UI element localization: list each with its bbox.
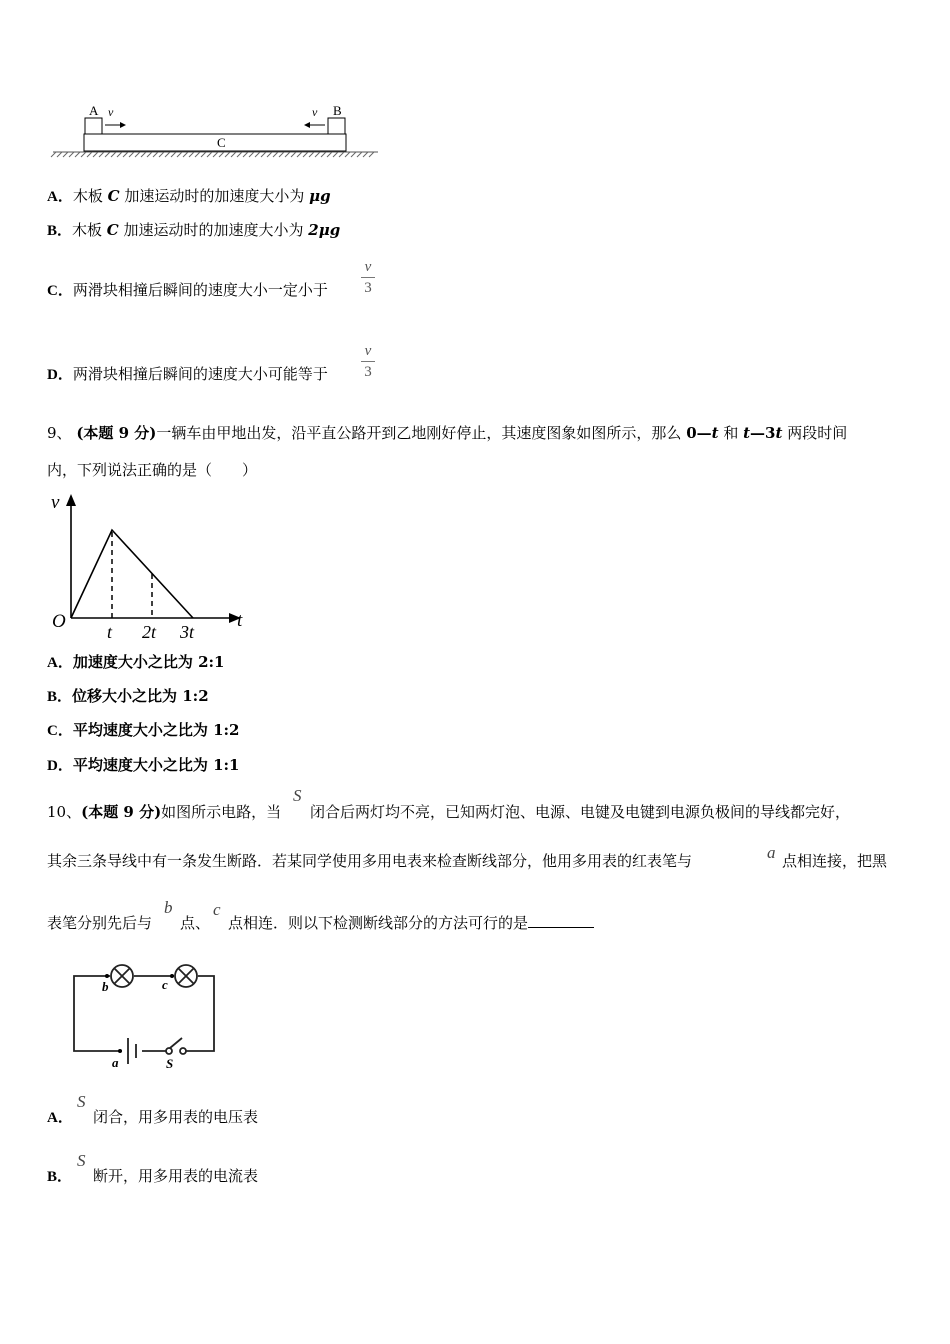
ground-hatch-line: [129, 152, 134, 157]
ground-hatch-line: [201, 152, 206, 157]
x-label: t: [237, 610, 243, 631]
ground-hatch-line: [153, 152, 158, 157]
q10-option-a-letter: [47, 1107, 73, 1128]
q9-option-a: [47, 652, 224, 673]
ground-hatch-line: [225, 152, 230, 157]
point-a: a: [112, 1055, 119, 1070]
question-text: 两段时间: [782, 424, 848, 442]
ground-hatch-line: [171, 152, 176, 157]
ground-hatch-line: [105, 152, 110, 157]
ground-hatch-line: [285, 152, 290, 157]
option-letter: B．: [47, 1169, 73, 1185]
q9-stem-line1: [47, 423, 847, 443]
ground-hatch-line: [135, 152, 140, 157]
ground-hatch-line: [219, 152, 224, 157]
option-text: 位移大小之比为 1:2: [72, 687, 209, 705]
q10-option-b-text: 断开，用多用表的电流表: [93, 1167, 259, 1185]
switch-contact-2: [180, 1048, 186, 1054]
q8-option-c: [47, 280, 328, 301]
q10-option-a-text: 闭合，用多用表的电压表: [93, 1108, 259, 1126]
and-text: 和: [718, 424, 744, 442]
label-a: A: [89, 103, 99, 118]
symbol-a: a: [767, 843, 776, 862]
ground-hatch-line: [189, 152, 194, 157]
plank-figure: [50, 100, 382, 160]
q10-stem-line3-start: 表笔分别先后与: [47, 914, 153, 932]
ground-hatch-line: [309, 152, 314, 157]
label-v-right: v: [312, 105, 318, 119]
option-text: 加速运动时的加速度大小为: [119, 187, 310, 205]
label-v-left: v: [108, 105, 114, 119]
tick-3t: 3t: [180, 622, 195, 642]
segment-1-start: 0—: [686, 424, 712, 442]
fraction-numerator: v: [364, 259, 372, 275]
origin-label: O: [52, 611, 66, 632]
question-text: 一辆车由甲地出发，沿平直公路开到乙地刚好停止，其速度图象如图所示，那么: [156, 424, 687, 442]
option-text: 加速度大小之比为 2:1: [72, 653, 225, 671]
ground-hatch-line: [111, 152, 116, 157]
fraction-denominator: 3: [364, 280, 372, 296]
q9-option-c: [47, 720, 239, 741]
ground-hatch-line: [363, 152, 368, 157]
ground-hatch-line: [297, 152, 302, 157]
y-label: v: [51, 492, 60, 513]
option-var: C: [107, 187, 120, 205]
fraction-v-over-3: [361, 258, 375, 297]
ground-hatch-line: [291, 152, 296, 157]
switch-s: S: [166, 1056, 174, 1071]
ground-hatch-line: [345, 152, 350, 157]
segment-2-mid: —3: [750, 424, 776, 442]
question-score: (本题 9 分): [76, 424, 157, 442]
block-b: [328, 118, 345, 134]
ground-hatch-line: [177, 152, 182, 157]
q8-option-d: [47, 364, 328, 385]
option-text: 两滑块相撞后瞬间的速度大小一定小于: [72, 281, 328, 299]
option-letter: C．: [47, 283, 73, 299]
symbol-s: S: [77, 1151, 86, 1170]
ground-hatch-line: [87, 152, 92, 157]
q10-option-b-letter: [47, 1166, 72, 1187]
q10-stem-line1-start: [47, 802, 281, 822]
tick-2t: 2t: [142, 622, 157, 642]
ground-hatch-line: [369, 152, 374, 157]
q10-stem-line1-end: 闭合后两灯均不亮，已知两灯泡、电源、电键及电键到电源负极间的导线都完好，: [310, 803, 851, 821]
q9-stem-line2: 内，下列说法正确的是（ ）: [47, 461, 258, 479]
ground-hatch-line: [231, 152, 236, 157]
ground-hatch-line: [165, 152, 170, 157]
symbol-c: c: [213, 900, 221, 919]
ground-hatch-line: [117, 152, 122, 157]
ground-hatch-line: [99, 152, 104, 157]
ground-hatch-line: [69, 152, 74, 157]
ground-hatch-line: [213, 152, 218, 157]
plank-c: [84, 134, 346, 151]
option-text: 平均速度大小之比为 1:1: [72, 756, 240, 774]
velocity-time-graph: [45, 490, 255, 642]
option-letter: C．: [47, 723, 73, 739]
symbol-b: b: [164, 898, 173, 917]
ground-hatch-line: [273, 152, 278, 157]
option-letter: A．: [47, 189, 73, 205]
q8-option-a: [47, 186, 331, 207]
ground-hatch-line: [57, 152, 62, 157]
segment-1-end: t: [711, 424, 719, 442]
arrow-right-head: [120, 122, 126, 128]
option-letter: D．: [47, 758, 73, 774]
ground-hatch-line: [261, 152, 266, 157]
ground-hatch-line: [81, 152, 86, 157]
option-value: 2μg: [308, 221, 341, 239]
point-c: c: [162, 977, 168, 992]
option-letter: A．: [47, 655, 73, 671]
ground-hatch-line: [93, 152, 98, 157]
ground-hatch-line: [243, 152, 248, 157]
option-text: 平均速度大小之比为 1:2: [72, 721, 240, 739]
option-value: μg: [309, 187, 331, 205]
ground-hatch-line: [339, 152, 344, 157]
question-text: 点相连．则以下检测断线部分的方法可行的是: [228, 914, 529, 932]
ground-hatch-line: [159, 152, 164, 157]
arrow-left-head: [304, 122, 310, 128]
option-text: 木板: [72, 221, 107, 239]
label-b: B: [333, 103, 342, 118]
ground-hatch-line: [303, 152, 308, 157]
ground-hatch-line: [315, 152, 320, 157]
circuit-diagram: [70, 958, 240, 1076]
wire-right: [186, 976, 214, 1051]
ground-hatch-line: [279, 152, 284, 157]
fraction-v-over-3: [361, 342, 375, 381]
switch-lever: [170, 1038, 182, 1048]
option-text: 加速运动时的加速度大小为: [118, 221, 309, 239]
ground-hatch-line: [195, 152, 200, 157]
label-c: C: [217, 135, 226, 150]
q10-stem-line2-end: 点相连接，把黑: [782, 852, 888, 870]
option-letter: B．: [47, 223, 73, 239]
y-axis-arrow: [66, 494, 76, 506]
option-var: C: [106, 221, 119, 239]
wire-left: [74, 976, 122, 1051]
fraction-numerator: v: [364, 343, 372, 359]
ground-hatch-line: [327, 152, 332, 157]
segment-2-start: t: [743, 424, 751, 442]
q8-option-b: [47, 220, 340, 241]
ground-hatch-line: [237, 152, 242, 157]
ground-hatch-line: [207, 152, 212, 157]
ground-hatch-line: [321, 152, 326, 157]
ground-hatch-line: [255, 152, 260, 157]
ground-hatch-line: [75, 152, 80, 157]
block-a: [85, 118, 102, 134]
ground-hatch-line: [267, 152, 272, 157]
symbol-s: S: [77, 1092, 86, 1111]
velocity-line: [71, 530, 193, 618]
option-letter: D．: [47, 367, 73, 383]
tick-t: t: [107, 622, 113, 642]
question-text: 如图所示电路，当: [161, 803, 282, 821]
option-text: 两滑块相撞后瞬间的速度大小可能等于: [72, 365, 328, 383]
question-number: 9、: [47, 424, 72, 442]
ground-hatch-line: [63, 152, 68, 157]
ground-hatch-line: [147, 152, 152, 157]
ground-hatch-line: [183, 152, 188, 157]
answer-blank[interactable]: [528, 913, 594, 928]
option-text: 木板: [72, 187, 108, 205]
q10-stem-line3-end: [228, 913, 594, 933]
ground-hatch-line: [141, 152, 146, 157]
ground-hatch-line: [249, 152, 254, 157]
segment-2-end: t: [775, 424, 783, 442]
switch-contact-1: [166, 1048, 172, 1054]
ground-hatch-line: [51, 152, 56, 157]
ground-hatch-line: [123, 152, 128, 157]
question-number: 10、: [47, 803, 82, 821]
option-letter: A．: [47, 1110, 73, 1126]
ground-hatch-line: [333, 152, 338, 157]
question-score: (本题 9 分): [81, 803, 162, 821]
ground-hatch-line: [351, 152, 356, 157]
point-b: b: [102, 979, 109, 994]
symbol-s: S: [293, 786, 302, 805]
q9-option-d: [47, 755, 239, 776]
option-letter: B．: [47, 689, 73, 705]
q10-stem-line2-start: 其余三条导线中有一条发生断路．若某同学使用多用电表来检查断线部分，他用多用表的红表笔与: [47, 852, 693, 870]
q10-stem-line3-mid: 点、: [180, 914, 211, 932]
q9-option-b: [47, 686, 209, 707]
fraction-denominator: 3: [364, 364, 372, 380]
ground-hatch-line: [357, 152, 362, 157]
